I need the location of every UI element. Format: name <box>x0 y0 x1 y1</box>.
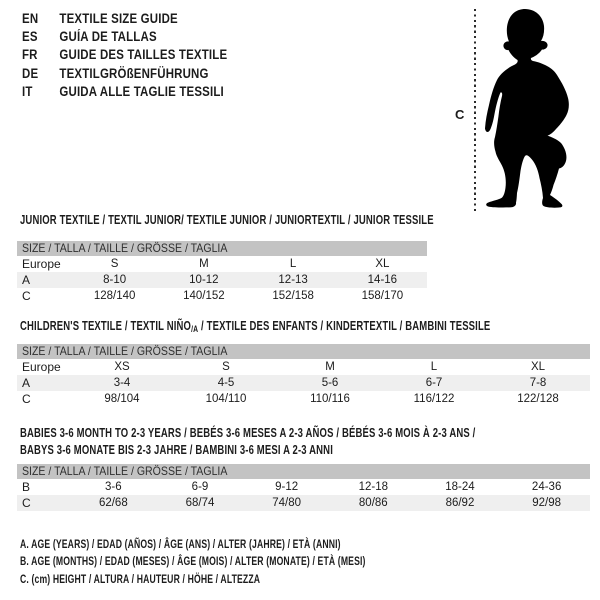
size-cell: 86/92 <box>445 497 475 509</box>
height-measure-dashed-line <box>474 9 476 211</box>
size-cell: 5-6 <box>321 377 339 389</box>
size-cell: 152/158 <box>272 290 314 302</box>
guide-title-fr: GUIDE DES TAILLES TEXTILE <box>59 47 228 63</box>
size-cell: 80/86 <box>358 497 388 509</box>
size-cell: 6-9 <box>191 481 209 493</box>
table-header-label: SIZE / TALLA / TAILLE / GRÖSSE / TAGLIA <box>22 241 228 255</box>
table-header-band <box>17 344 590 359</box>
size-cell: 158/170 <box>361 290 404 302</box>
language-code: ES <box>22 29 38 45</box>
row-label: A <box>22 273 31 287</box>
size-cell: 140/152 <box>183 290 225 302</box>
table-header-row <box>17 241 427 256</box>
size-cell: 110/116 <box>310 393 350 405</box>
size-cell: 98/104 <box>104 393 140 405</box>
size-cell: 128/140 <box>93 290 136 302</box>
table-row-height <box>17 288 427 304</box>
section-title-line1: BABIES 3-6 MONTH TO 2-3 YEARS / BEBÉS 3-6 MESES A 2-3 AÑOS / BÉBÉS 3-6 MOIS À 2-3 ANS / <box>20 426 476 440</box>
table-row-europe <box>17 256 427 272</box>
size-cell: XS <box>114 361 130 373</box>
size-cell: S <box>110 258 119 270</box>
table-header-band <box>17 241 427 256</box>
table-row-height <box>17 495 590 511</box>
language-code: EN <box>22 10 39 26</box>
table-header-band <box>17 464 590 479</box>
row-label: C <box>22 496 31 510</box>
size-cell: 68/74 <box>185 497 215 509</box>
table-header-label: SIZE / TALLA / TAILLE / GRÖSSE / TAGLIA <box>22 464 228 478</box>
language-code: DE <box>22 65 39 81</box>
size-cell: 10-12 <box>189 274 219 286</box>
size-cell: 62/68 <box>98 497 128 509</box>
language-code: FR <box>22 47 38 63</box>
size-cell: 3-6 <box>105 481 122 493</box>
size-cell: 74/80 <box>272 497 302 509</box>
section-title-children <box>20 319 490 334</box>
table-row-age <box>17 375 590 391</box>
size-table-children <box>17 344 590 407</box>
language-row-it <box>22 83 227 101</box>
language-row-en <box>22 9 227 27</box>
row-label: C <box>22 392 31 406</box>
size-cell: 104/110 <box>205 393 247 405</box>
size-cell: M <box>199 258 209 270</box>
size-cell: 3-4 <box>113 377 131 389</box>
language-list <box>22 9 264 101</box>
size-cell: 116/122 <box>413 393 455 405</box>
size-cell: 6-7 <box>425 377 443 389</box>
row-label: Europe <box>22 257 61 271</box>
row-label: Europe <box>22 360 61 374</box>
table-row-age-months <box>17 479 590 495</box>
size-table-babies <box>17 464 590 511</box>
section-title-line2: BABYS 3-6 MONATE BIS 2-3 JAHRE / BAMBINI 3-6 MESI A 2-3 ANNI <box>20 443 334 457</box>
section-title-subscript: /A <box>191 324 199 334</box>
size-cell: 12-13 <box>278 274 308 286</box>
row-label: C <box>22 289 31 303</box>
size-cell: 4-5 <box>217 377 235 389</box>
table-header-row <box>17 464 590 479</box>
size-cell: 12-18 <box>358 481 388 493</box>
size-cell: XL <box>530 361 546 373</box>
size-cell: 24-36 <box>531 481 562 493</box>
table-header-label: SIZE / TALLA / TAILLE / GRÖSSE / TAGLIA <box>22 344 228 358</box>
size-cell: 92/98 <box>532 497 562 509</box>
size-cell: 14-16 <box>367 274 398 286</box>
guide-title-es: GUÍA DE TALLAS <box>59 29 157 45</box>
guide-title-it: GUIDA ALLE TAGLIE TESSILI <box>59 84 224 100</box>
height-label: C <box>455 107 465 122</box>
size-cell: L <box>289 258 297 270</box>
size-cell: 9-12 <box>275 481 299 493</box>
size-table-junior <box>17 241 427 304</box>
size-cell: S <box>222 361 230 373</box>
size-cell: 18-24 <box>445 481 475 493</box>
section-title-babies <box>20 425 475 459</box>
footnote-age-years: A. AGE (YEARS) / EDAD (AÑOS) / ÂGE (ANS) / ALTER (JAHRE) / ETÀ (ANNI) <box>20 537 341 551</box>
footnotes <box>20 536 500 588</box>
size-cell: 122/128 <box>517 393 559 405</box>
row-label: B <box>22 480 31 494</box>
footnote-age-months: B. AGE (MONTHS) / EDAD (MESES) / ÂGE (MOIS) / ALTER (MONATE) / ETÀ (MESI) <box>20 554 366 569</box>
row-label: A <box>22 376 31 390</box>
footnote-height: C. (cm) HEIGHT / ALTURA / HAUTEUR / HÖHE / ALTEZZA <box>20 571 261 586</box>
section-title-junior: JUNIOR TEXTILE / TEXTIL JUNIOR/ TEXTILE JUNIOR / JUNIORTEXTIL / JUNIOR TESSILE <box>20 213 434 227</box>
size-cell: M <box>325 361 335 373</box>
language-row-es <box>22 27 227 45</box>
guide-title-de: TEXTILGRÖßENFÜHRUNG <box>59 65 209 81</box>
language-row-de <box>22 64 227 82</box>
guide-title-en: TEXTILE SIZE GUIDE <box>59 10 178 26</box>
size-cell: L <box>430 361 438 373</box>
size-cell: XL <box>375 258 390 270</box>
table-row-europe <box>17 359 590 375</box>
table-row-age <box>17 272 427 288</box>
table-row-height <box>17 391 590 407</box>
size-cell: 7-8 <box>529 377 547 389</box>
baby-silhouette-icon <box>483 8 575 210</box>
section-title-text: CHILDREN'S TEXTILE / TEXTIL NIÑO <box>20 319 192 333</box>
size-cell: 8-10 <box>103 274 127 286</box>
language-row-fr <box>22 46 227 64</box>
table-header-row <box>17 344 590 359</box>
section-title-text: / TEXTILE DES ENFANTS / KINDERTEXTIL / BAMBINI TESSILE <box>198 319 491 333</box>
language-code: IT <box>22 84 33 100</box>
